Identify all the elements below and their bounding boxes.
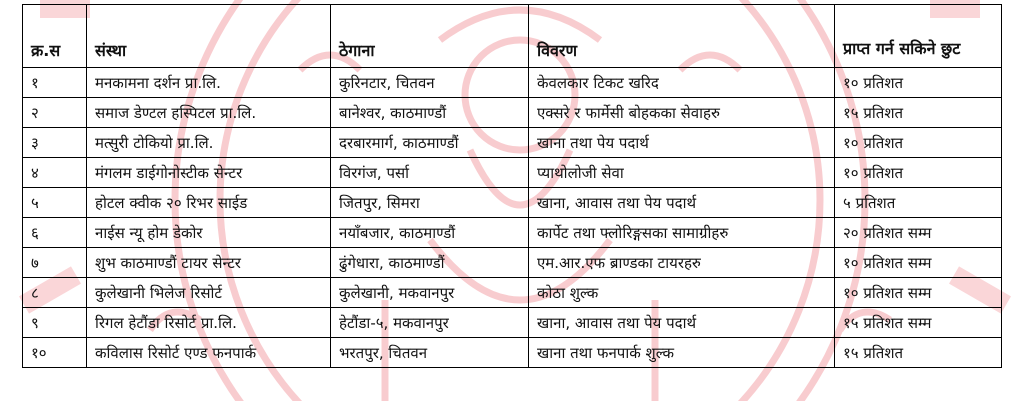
cell-serial: ७ bbox=[23, 248, 87, 278]
cell-discount: १० प्रतिशत सम्म bbox=[835, 278, 1002, 308]
header-address: ठेगाना bbox=[331, 5, 529, 68]
header-description: विवरण bbox=[529, 5, 835, 68]
cell-address: हेटौंडा-५, मकवानपुर bbox=[331, 308, 529, 338]
cell-organization: समाज डेण्टल हस्पिटल प्रा.लि. bbox=[87, 98, 331, 128]
cell-discount: १० प्रतिशत bbox=[835, 68, 1002, 98]
cell-organization: होटल क्वीक २० रिभर साईड bbox=[87, 188, 331, 218]
cell-serial: १० bbox=[23, 338, 87, 368]
cell-serial: ८ bbox=[23, 278, 87, 308]
cell-address: विरगंज, पर्सा bbox=[331, 158, 529, 188]
cell-discount: १० प्रतिशत bbox=[835, 128, 1002, 158]
cell-description: प्याथोलोजी सेवा bbox=[529, 158, 835, 188]
cell-address: कुरिनटार, चितवन bbox=[331, 68, 529, 98]
table-row bbox=[23, 338, 1002, 368]
cell-discount: १५ प्रतिशत सम्म bbox=[835, 308, 1002, 338]
cell-organization: रिगल हेटौंडा रिसोर्ट प्रा.लि. bbox=[87, 308, 331, 338]
table-row bbox=[23, 308, 1002, 338]
table-row bbox=[23, 218, 1002, 248]
table-row bbox=[23, 158, 1002, 188]
cell-organization: मनकामना दर्शन प्रा.लि. bbox=[87, 68, 331, 98]
cell-address: जितपुर, सिमरा bbox=[331, 188, 529, 218]
cell-organization: नाईस न्यू होम डेकोर bbox=[87, 218, 331, 248]
table-row bbox=[23, 278, 1002, 308]
cell-discount: १० प्रतिशत सम्म bbox=[835, 248, 1002, 278]
cell-serial: ५ bbox=[23, 188, 87, 218]
cell-description: खाना, आवास तथा पेय पदार्थ bbox=[529, 308, 835, 338]
cell-discount: १५ प्रतिशत bbox=[835, 98, 1002, 128]
cell-serial: १ bbox=[23, 68, 87, 98]
cell-description: खाना तथा फनपार्क शुल्क bbox=[529, 338, 835, 368]
cell-discount: २० प्रतिशत सम्म bbox=[835, 218, 1002, 248]
table-row bbox=[23, 128, 1002, 158]
cell-organization: शुभ काठमाण्डौं टायर सेन्टर bbox=[87, 248, 331, 278]
discount-table bbox=[22, 4, 1002, 368]
cell-description: केवलकार टिकट खरिद bbox=[529, 68, 835, 98]
table-header-row bbox=[23, 5, 1002, 68]
header-organization: संस्था bbox=[87, 5, 331, 68]
cell-address: ढुंगेधारा, काठमाण्डौं bbox=[331, 248, 529, 278]
table-row bbox=[23, 98, 1002, 128]
cell-serial: ९ bbox=[23, 308, 87, 338]
cell-discount: ५ प्रतिशत bbox=[835, 188, 1002, 218]
cell-discount: १० प्रतिशत bbox=[835, 158, 1002, 188]
cell-serial: ६ bbox=[23, 218, 87, 248]
cell-address: बानेश्वर, काठमाण्डौं bbox=[331, 98, 529, 128]
cell-serial: २ bbox=[23, 98, 87, 128]
cell-organization: मंगलम डाईगोनोस्टीक सेन्टर bbox=[87, 158, 331, 188]
table-row bbox=[23, 188, 1002, 218]
cell-description: खाना तथा पेय पदार्थ bbox=[529, 128, 835, 158]
cell-address: दरबारमार्ग, काठमाण्डौं bbox=[331, 128, 529, 158]
cell-discount: १५ प्रतिशत bbox=[835, 338, 1002, 368]
cell-organization: कुलेखानी भिलेज रिसोर्ट bbox=[87, 278, 331, 308]
cell-organization: कविलास रिसोर्ट एण्ड फनपार्क bbox=[87, 338, 331, 368]
cell-description: कोठा शुल्क bbox=[529, 278, 835, 308]
cell-address: नयाँबजार, काठमाण्डौं bbox=[331, 218, 529, 248]
table-row bbox=[23, 248, 1002, 278]
cell-address: कुलेखानी, मकवानपुर bbox=[331, 278, 529, 308]
discount-table-container bbox=[22, 4, 1001, 368]
cell-organization: मत्सुरी टोकियो प्रा.लि. bbox=[87, 128, 331, 158]
table-body bbox=[23, 68, 1002, 368]
cell-serial: ३ bbox=[23, 128, 87, 158]
cell-serial: ४ bbox=[23, 158, 87, 188]
header-serial: क्र.स bbox=[23, 5, 87, 68]
table-row bbox=[23, 68, 1002, 98]
cell-description: एक्सरे र फार्मेसी बोहकका सेवाहरु bbox=[529, 98, 835, 128]
cell-address: भरतपुर, चितवन bbox=[331, 338, 529, 368]
cell-description: खाना, आवास तथा पेय पदार्थ bbox=[529, 188, 835, 218]
cell-description: कार्पेट तथा फ्लोरिङ्गसका सामाग्रीहरु bbox=[529, 218, 835, 248]
cell-description: एम.आर.एफ ब्राण्डका टायरहरु bbox=[529, 248, 835, 278]
header-discount: प्राप्त गर्न सकिने छुट bbox=[835, 5, 1002, 68]
